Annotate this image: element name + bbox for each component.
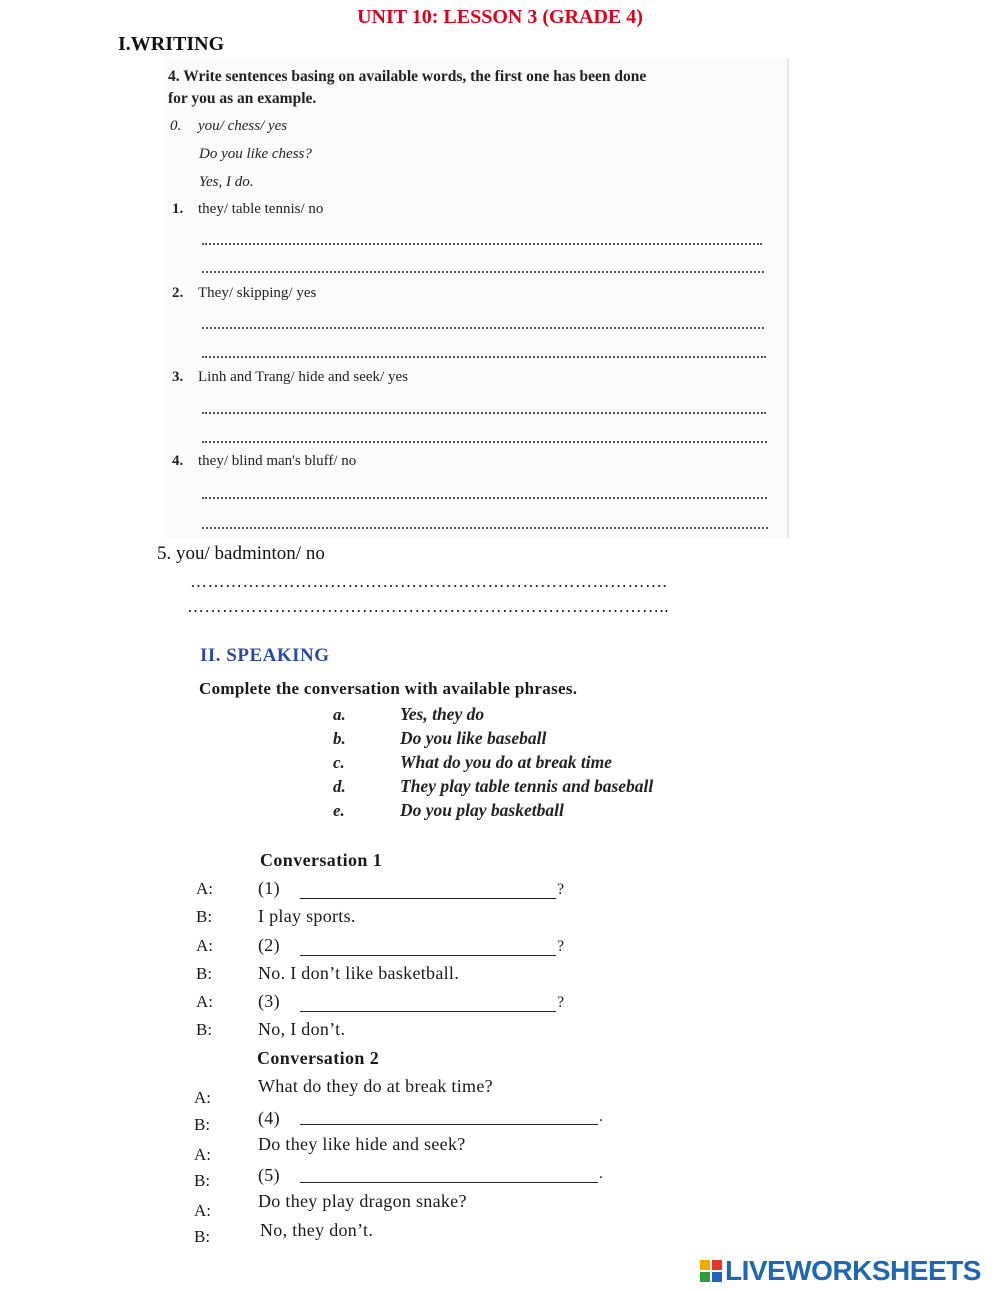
item-3-number: 3. bbox=[172, 369, 184, 385]
page-title: UNIT 10: LESSON 3 (GRADE 4) bbox=[357, 6, 643, 28]
example-number: 0. bbox=[170, 118, 182, 134]
conv2-line-3-speaker: A: bbox=[194, 1145, 211, 1164]
item-3-answer-line-1[interactable] bbox=[202, 412, 766, 414]
option-d-letter: d. bbox=[333, 777, 346, 796]
conv2-line-4-end: . bbox=[599, 1165, 603, 1182]
conv2-line-2-text: (4) bbox=[258, 1108, 280, 1128]
liveworksheets-logo bbox=[700, 1256, 981, 1286]
conv1-blank-3[interactable] bbox=[300, 1011, 556, 1012]
item-5-prompt: 5. you/ badminton/ no bbox=[157, 543, 325, 564]
conv2-line-6-speaker: B: bbox=[194, 1227, 211, 1246]
conv2-line-1-text: What do they do at break time? bbox=[258, 1076, 493, 1096]
option-a-letter: a. bbox=[333, 705, 346, 724]
conv1-line-1-speaker: A: bbox=[196, 879, 213, 898]
item-4-answer-line-1[interactable] bbox=[202, 497, 767, 499]
writing-instruction-line2: for you as an example. bbox=[168, 90, 317, 107]
item-4-answer-line-2[interactable] bbox=[202, 527, 768, 529]
item-3-answer-line-2[interactable] bbox=[202, 441, 767, 443]
item-1-prompt: they/ table tennis/ no bbox=[198, 201, 324, 217]
writing-instruction-line1: 4. Write sentences basing on available words, the first one has been done bbox=[168, 68, 647, 85]
conv1-line-3-speaker: A: bbox=[196, 936, 213, 955]
option-c-letter: c. bbox=[333, 753, 345, 772]
item-3-prompt: Linh and Trang/ hide and seek/ yes bbox=[198, 369, 408, 385]
conv1-line-4-text: No. I don’t like basketball. bbox=[258, 963, 460, 983]
writing-instruction bbox=[168, 66, 768, 110]
conv1-line-6-text: No, I don’t. bbox=[258, 1019, 346, 1039]
item-2-answer-line-2[interactable] bbox=[202, 356, 766, 358]
option-a-text: Yes, they do bbox=[400, 704, 485, 724]
conv2-line-5-text: Do they play dragon snake? bbox=[258, 1191, 467, 1211]
item-4-number: 4. bbox=[172, 453, 184, 469]
section-heading-writing: I.WRITING bbox=[118, 33, 225, 55]
conv1-line-6-speaker: B: bbox=[196, 1020, 213, 1039]
conversation-1-title: Conversation 1 bbox=[260, 850, 383, 870]
conv1-line-5-end: ? bbox=[557, 994, 565, 1011]
example-question: Do you like chess? bbox=[199, 146, 312, 162]
item-1-number: 1. bbox=[172, 201, 184, 217]
example-answer: Yes, I do. bbox=[199, 174, 254, 190]
conv1-line-3-end: ? bbox=[557, 938, 565, 955]
conv1-blank-2[interactable] bbox=[300, 955, 556, 956]
item-5-answer-line-1[interactable]: ………………………………………………………………………. bbox=[190, 572, 668, 591]
option-b-letter: b. bbox=[333, 729, 346, 748]
conv1-line-1-end: ? bbox=[557, 881, 565, 898]
item-1-answer-line-2[interactable] bbox=[202, 271, 764, 273]
conv1-blank-1[interactable] bbox=[300, 898, 556, 899]
liveworksheets-logo-text: LIVEWORKSHEETS bbox=[725, 1255, 981, 1286]
conv1-line-5-text: (3) bbox=[258, 991, 280, 1011]
item-2-number: 2. bbox=[172, 285, 184, 301]
speaking-instruction: Complete the conversation with available phrases. bbox=[199, 679, 578, 698]
option-e-text: Do you play basketball bbox=[400, 800, 564, 820]
conv2-line-3-text: Do they like hide and seek? bbox=[258, 1134, 466, 1154]
option-d-text: They play table tennis and baseball bbox=[400, 776, 654, 796]
conv2-line-2-speaker: B: bbox=[194, 1115, 211, 1134]
conv1-line-5-speaker: A: bbox=[196, 992, 213, 1011]
option-c-text: What do you do at break time bbox=[400, 752, 612, 772]
conv2-line-4-text: (5) bbox=[258, 1165, 280, 1185]
conv1-line-2-text: I play sports. bbox=[258, 906, 356, 926]
item-1-answer-line-1[interactable] bbox=[202, 243, 762, 245]
item-4-prompt: they/ blind man's bluff/ no bbox=[198, 453, 357, 469]
conversation-2-title: Conversation 2 bbox=[257, 1048, 380, 1068]
item-5-answer-line-2[interactable]: ……………………………………………………………………….. bbox=[187, 597, 669, 616]
liveworksheets-logo-icon bbox=[700, 1260, 722, 1282]
conv2-line-6-text: No, they don’t. bbox=[260, 1220, 374, 1240]
conv2-blank-4[interactable] bbox=[300, 1124, 598, 1125]
conv2-line-1-speaker: A: bbox=[194, 1088, 211, 1107]
item-2-prompt: They/ skipping/ yes bbox=[198, 285, 317, 301]
item-2-answer-line-1[interactable] bbox=[202, 327, 764, 329]
conv2-blank-5[interactable] bbox=[300, 1182, 598, 1183]
conv1-line-2-speaker: B: bbox=[196, 907, 213, 926]
conv2-line-2-end: . bbox=[599, 1108, 603, 1125]
conv2-line-4-speaker: B: bbox=[194, 1171, 211, 1190]
conv1-line-4-speaker: B: bbox=[196, 964, 213, 983]
conv2-line-5-speaker: A: bbox=[194, 1201, 211, 1220]
section-heading-speaking: II. SPEAKING bbox=[200, 645, 330, 666]
conv1-line-1-text: (1) bbox=[258, 878, 280, 898]
example-prompt: you/ chess/ yes bbox=[198, 118, 288, 134]
conv1-line-3-text: (2) bbox=[258, 935, 280, 955]
option-e-letter: e. bbox=[333, 801, 345, 820]
option-b-text: Do you like baseball bbox=[400, 728, 547, 748]
